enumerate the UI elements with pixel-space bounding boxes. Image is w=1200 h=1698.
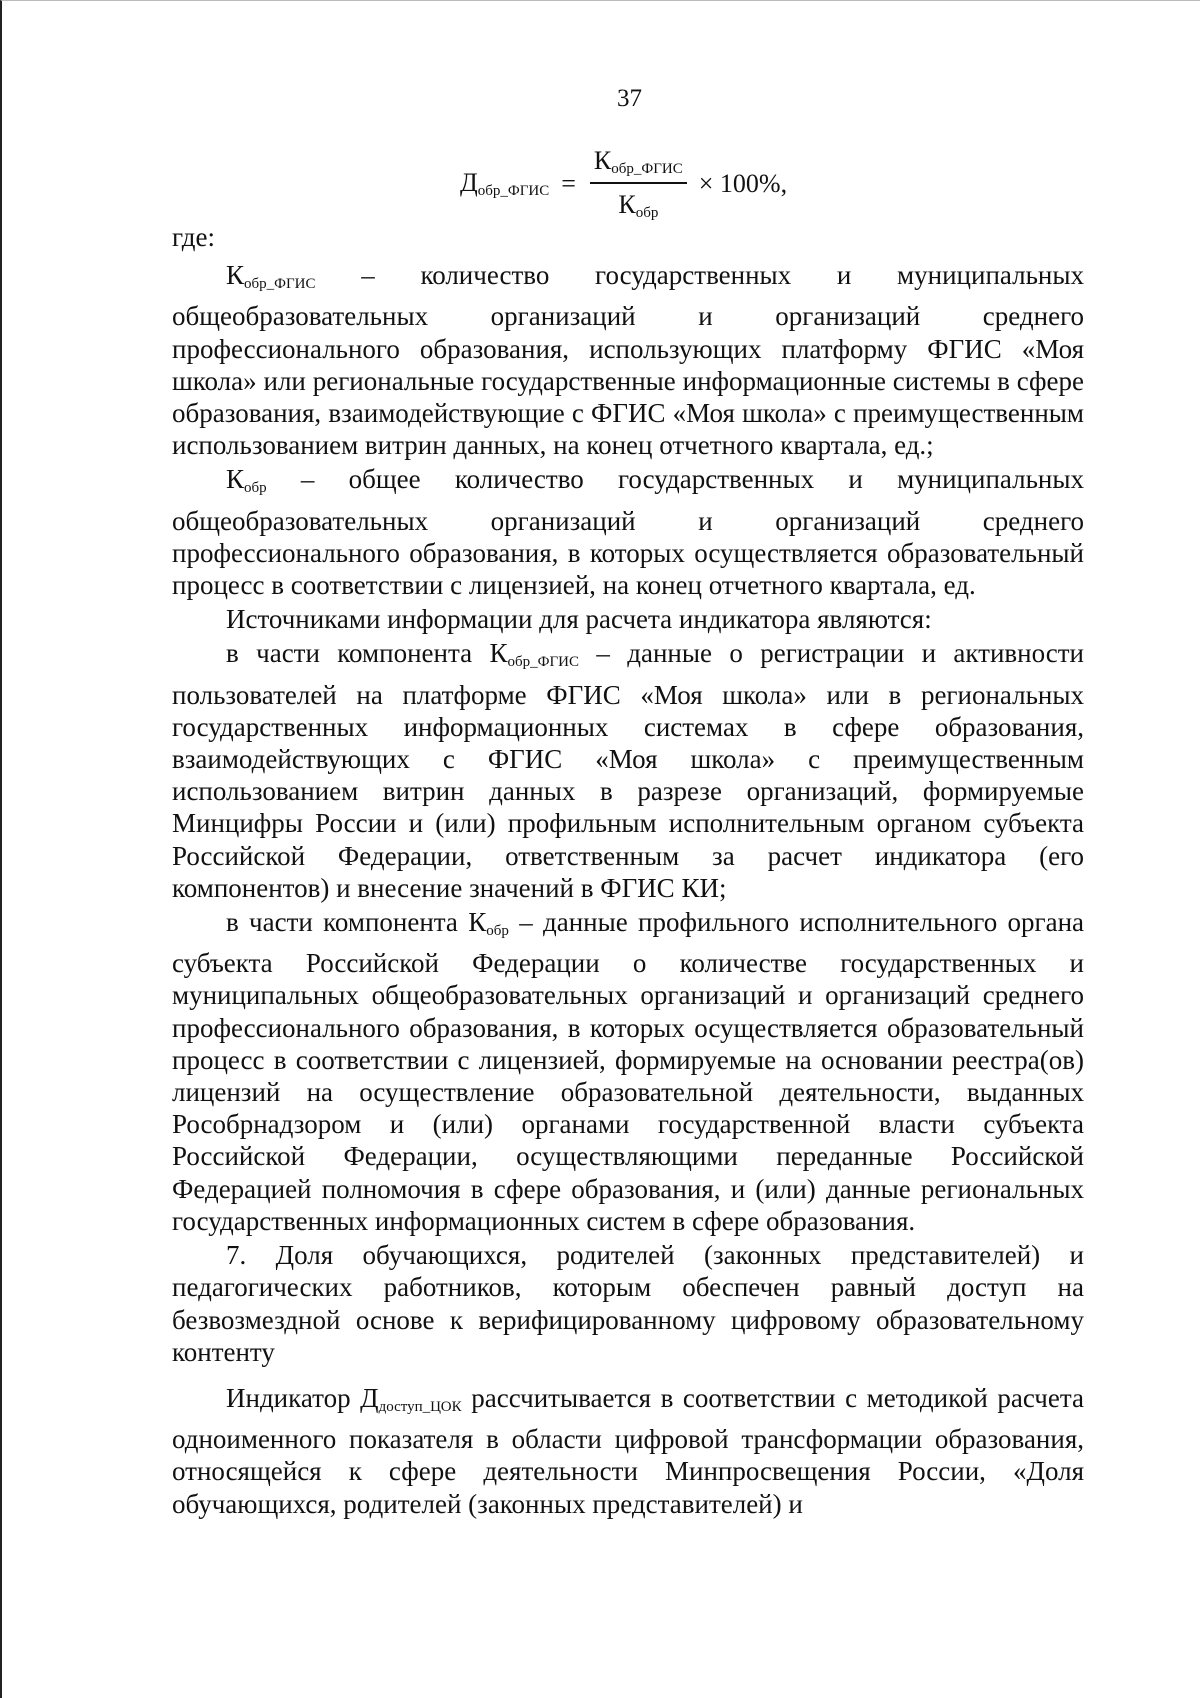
definition-text: – количество государственных и муниципальных общеобразовательных организаций и организаций среднего профессионального образования, использующих платформу ФГИС «Моя школа» или региональные государственные информационные системы в сфере образования, взаимодействующие с ФГИС «Моя школа» с преимущественным использованием витрин данных, на конец отчетного квартала, ед.;: [172, 260, 1084, 461]
formula-lhs-base: Д: [460, 168, 478, 197]
formula-equals: =: [561, 169, 576, 198]
page-number: 37: [617, 85, 642, 112]
source-k-obr-fgis: [172, 637, 1084, 904]
symbol-sub: обр_ФГИС: [507, 654, 579, 671]
formula-lhs-sub: обр_ФГИС: [477, 183, 550, 199]
symbol-sub: доступ_ЦОК: [378, 1398, 462, 1415]
source-prefix: в части компонента: [226, 907, 469, 938]
symbol-base: К: [468, 907, 487, 938]
symbol-k-obr: [468, 907, 509, 940]
symbol-k-obr: [226, 464, 267, 497]
formula-den-sub: обр: [635, 205, 659, 221]
source-prefix: в части компонента: [226, 638, 490, 669]
symbol-base: Д: [360, 1382, 379, 1413]
symbol-k-obr-fgis: [489, 638, 579, 671]
symbol-base: К: [226, 464, 245, 495]
formula-denominator: [618, 184, 658, 222]
formula-num-sub: обр_ФГИС: [611, 161, 683, 177]
source-text: – данные профильного исполнительного органа субъекта Российской Федерации о количестве государственных и муниципальных общеобразовательных организаций и организаций среднего профессионального образования, в которых осуществляется образовательный процесс в соответствии с лицензией, формируемые на основании реестра(ов) лицензий на осуществление образовательной деятельности, выданных Рособрнадзором и (или) органами государственной власти субъекта Российской Федерации, осуществляющими переданные Российской Федерацией полномочия в сфере образования, и (или) данные региональных государственных информационных систем в сфере образования.: [172, 907, 1085, 1236]
formula: [460, 144, 787, 224]
sources-heading: Источниками информации для расчета индикатора являются:: [226, 604, 932, 635]
body-text: [172, 221, 1084, 1520]
symbol-k-obr-fgis: [226, 260, 316, 293]
symbol-d-dostup-tsok: [360, 1383, 461, 1413]
formula-numerator: [590, 146, 687, 184]
symbol-sub: обр: [486, 923, 509, 940]
indicator-paragraph: [172, 1382, 1084, 1520]
symbol-sub: обр: [244, 480, 267, 497]
formula-multiplier: × 100%,: [698, 169, 788, 198]
formula-fraction: [590, 146, 687, 222]
definition-k-obr-fgis: [172, 259, 1084, 461]
where-label: где:: [172, 222, 215, 252]
formula-num-base: К: [593, 146, 612, 175]
source-k-obr: [172, 906, 1084, 1237]
symbol-base: К: [226, 260, 245, 291]
symbol-base: К: [489, 638, 508, 669]
source-text: – данные о регистрации и активности пользователей на платформе ФГИС «Моя школа» или в региональных государственных информационных системах в сфере образования, взаимодействующих с ФГИС «Моя школа» с преимущественным использованием витрин данных в разрезе организаций, формируемые Минцифры России и (или) профильным исполнительным органом субъекта Российской Федерации, ответственным за расчет индикатора (его компонентов) и внесение значений в ФГИС КИ;: [172, 638, 1084, 903]
formula-den-base: К: [618, 190, 636, 219]
definition-k-obr: [172, 463, 1084, 601]
indicator-text: рассчитывается в соответствии с методикой расчета одноименного показателя в области цифровой трансформации образования, относящейся к сфере деятельности Минпросвещения России, «Доля обучающихся, родителей (законных представителей) и: [172, 1382, 1084, 1519]
definition-text: – общее количество государственных и муниципальных общеобразовательных организаций и организаций среднего профессионального образования, в которых осуществляется образовательный процесс в соответствии с лицензией, на конец отчетного квартала, ед.: [172, 464, 1084, 601]
indicator-prefix: Индикатор: [226, 1382, 361, 1413]
section-7-heading: 7. Доля обучающихся, родителей (законных представителей) и педагогических работников, которым обеспечен равный доступ на безвозмездной основе к верифицированному цифровому образовательному контенту: [172, 1240, 1084, 1367]
formula-lhs: [460, 168, 549, 200]
symbol-sub: обр_ФГИС: [244, 276, 316, 293]
